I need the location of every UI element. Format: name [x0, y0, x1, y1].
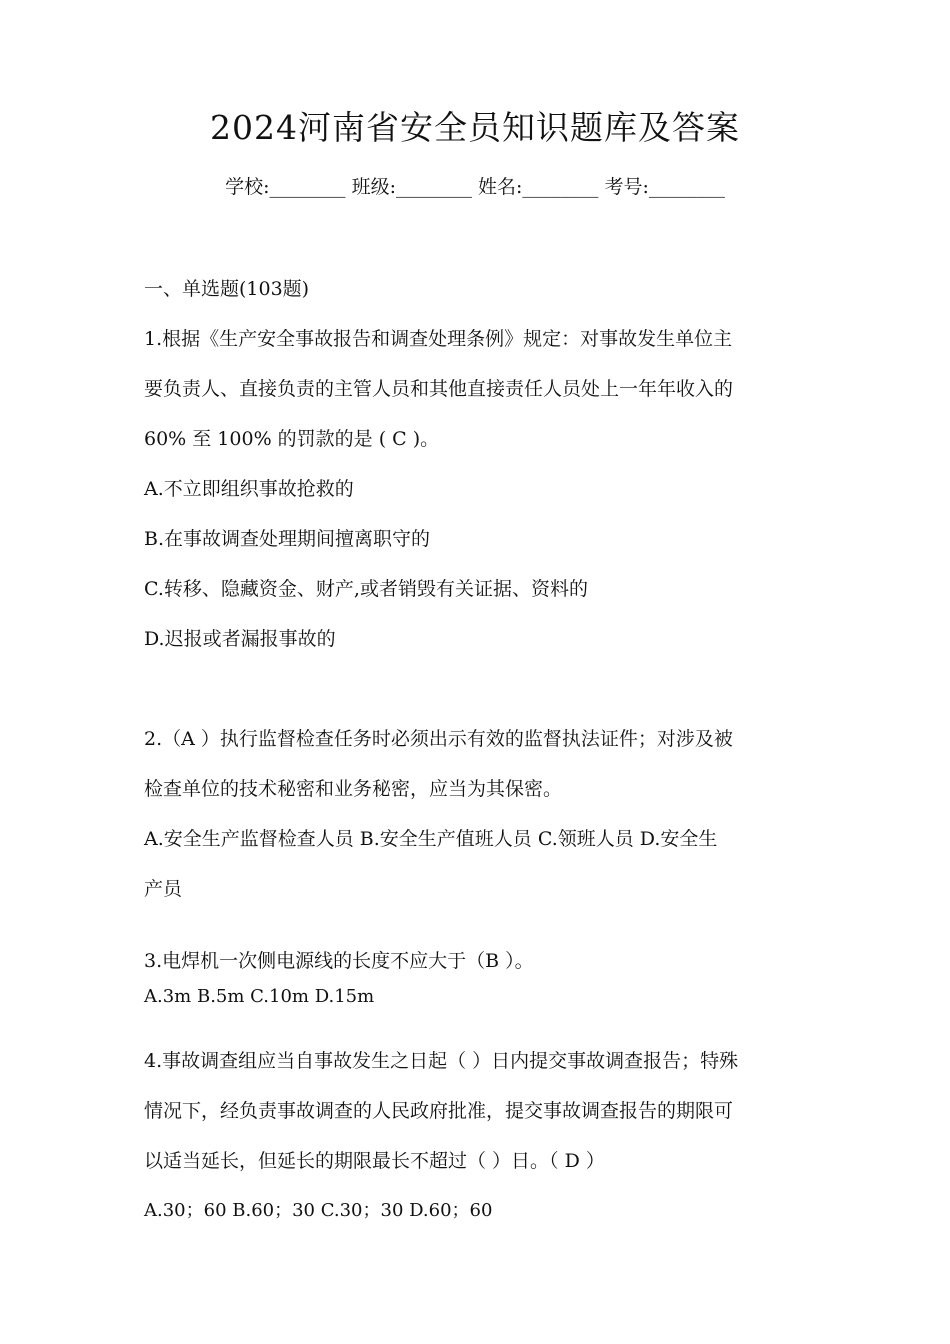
question-1-option-a: A.不立即组织事故抢救的 — [144, 478, 354, 500]
question-3-options: A.3m B.5m C.10m D.15m — [144, 986, 375, 1007]
section-heading: 一、单选题(103题) — [144, 278, 310, 300]
question-4-stem-line-1: 4.事故调查组应当自事故发生之日起（ ）日内提交事故调查报告；特殊 — [144, 1050, 739, 1072]
question-1-stem-line-3: 60% 至 100% 的罚款的是 ( C )。 — [144, 428, 440, 450]
question-2-options-line-1: A.安全生产监督检查人员 B.安全生产值班人员 C.领班人员 D.安全生 — [144, 828, 718, 850]
question-4-stem-line-2: 情况下，经负责事故调查的人民政府批准，提交事故调查报告的期限可 — [144, 1100, 734, 1122]
question-1-stem-line-1: 1.根据《生产安全事故报告和调查处理条例》规定：对事故发生单位主 — [144, 328, 733, 350]
document-title: 2024河南省安全员知识题库及答案 — [210, 108, 740, 147]
question-2-options-line-2: 产员 — [144, 878, 183, 900]
question-3-stem: 3.电焊机一次侧电源线的长度不应大于（B ）。 — [144, 950, 534, 972]
question-2-stem-line-1: 2.（A ）执行监督检查任务时必须出示有效的监督执法证件；对涉及被 — [144, 728, 733, 750]
question-1-option-b: B.在事故调查处理期间擅离职守的 — [144, 528, 431, 550]
question-4-options: A.30；60 B.60；30 C.30；30 D.60；60 — [144, 1200, 493, 1221]
student-info-fields: 学校:________ 班级:________ 姓名:________ 考号:________ — [225, 176, 725, 198]
question-1-option-d: D.迟报或者漏报事故的 — [144, 628, 336, 650]
question-2-stem-line-2: 检查单位的技术秘密和业务秘密，应当为其保密。 — [144, 778, 563, 800]
question-1-stem-line-2: 要负责人、直接负责的主管人员和其他直接责任人员处上一年年收入的 — [144, 378, 734, 400]
question-1-option-c: C.转移、隐藏资金、财产,或者销毁有关证据、资料的 — [144, 578, 588, 600]
question-4-stem-line-3: 以适当延长，但延长的期限最长不超过（ ）日。（ D ） — [144, 1150, 605, 1172]
